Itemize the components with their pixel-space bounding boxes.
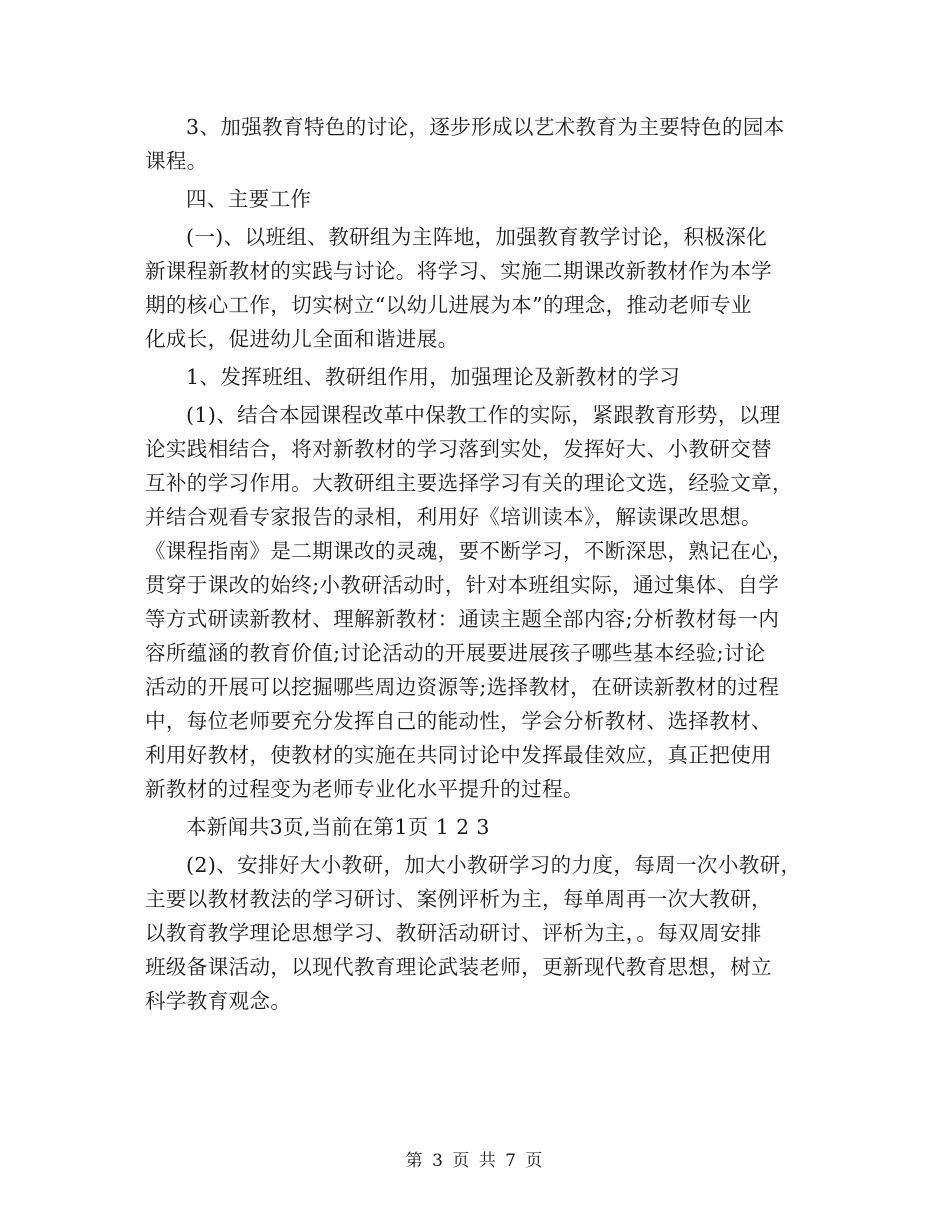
paragraph-line: 利用好教材，使教材的实施在共同讨论中发挥最佳效应，真正把使用 bbox=[145, 743, 772, 767]
paragraph-line: 期的核心工作，切实树立“以幼儿进展为本”的理念，推动老师专业 bbox=[145, 293, 752, 317]
paragraph-line: 课程。 bbox=[145, 149, 208, 173]
paragraph-line: 化成长，促进幼儿全面和谐进展。 bbox=[145, 327, 459, 351]
paragraph-line: 中，每位老师要充分发挥自己的能动性，学会分析教材、选择教材、 bbox=[145, 709, 772, 733]
section-heading: 四、主要工作 bbox=[186, 187, 312, 211]
paragraph-line: 《课程指南》是二期课改的灵魂，要不断学习，不断深思，熟记在心， bbox=[145, 539, 793, 563]
paragraph-line: 新教材的过程变为老师专业化水平提升的过程。 bbox=[145, 777, 584, 801]
paragraph-line: 科学教育观念。 bbox=[145, 989, 292, 1013]
paragraph-line: 互补的学习作用。大教研组主要选择学习有关的理论文选，经验文章， bbox=[145, 471, 793, 495]
paragraph-line: 主要以教材教法的学习研讨、案例评析为主，每单周再一次大教研， bbox=[145, 887, 772, 911]
document-body bbox=[145, 110, 825, 1018]
paragraph-line: 新课程新教材的实践与讨论。将学习、实施二期课改新教材作为本学 bbox=[145, 259, 772, 283]
page-number-footer: 第 3 页 共 7 页 bbox=[405, 1151, 545, 1171]
paragraph-line: (一)、以班组、教研组为主阵地，加强教育教学讨论，积极深化 bbox=[186, 225, 768, 249]
paragraph-line: 容所蕴涵的教育价值;讨论活动的开展要进展孩子哪些基本经验;讨论 bbox=[145, 641, 766, 665]
paragraph-line: (2)、安排好大小教研，加大小教研学习的力度，每周一次小教研， bbox=[186, 853, 802, 877]
paragraph-line: 并结合观看专家报告的录相，利用好《培训读本》，解读课改思想。 bbox=[145, 505, 762, 529]
paragraph-line: 论实践相结合，将对新教材的学习落到实处，发挥好大、小教研交替 bbox=[145, 437, 772, 461]
paragraph-line: 贯穿于课改的始终;小教研活动时，针对本班组实际，通过集体、自学 bbox=[145, 573, 780, 597]
paragraph-line: (1)、结合本园课程改革中保教工作的实际，紧跟教育形势，以理 bbox=[186, 403, 781, 427]
paragraph-line: 等方式研读新教材、理解新教材：通读主题全部内容;分析教材每一内 bbox=[145, 607, 780, 631]
subsection-heading: 1、发挥班组、教研组作用，加强理论及新教材的学习 bbox=[186, 365, 681, 389]
paragraph-line: 活动的开展可以挖掘哪些周边资源等;选择教材，在研读新教材的过程 bbox=[145, 675, 780, 699]
pagination-note: 本新闻共3页,当前在第1页 1 2 3 bbox=[186, 815, 490, 839]
paragraph-line: 3、加强教育特色的讨论，逐步形成以艺术教育为主要特色的园本 bbox=[186, 115, 785, 139]
paragraph-line: 以教育教学理论思想学习、教研活动研讨、评析为主，。每双周安排 bbox=[145, 921, 762, 945]
paragraph-line: 班级备课活动，以现代教育理论武装老师，更新现代教育思想，树立 bbox=[145, 955, 772, 979]
